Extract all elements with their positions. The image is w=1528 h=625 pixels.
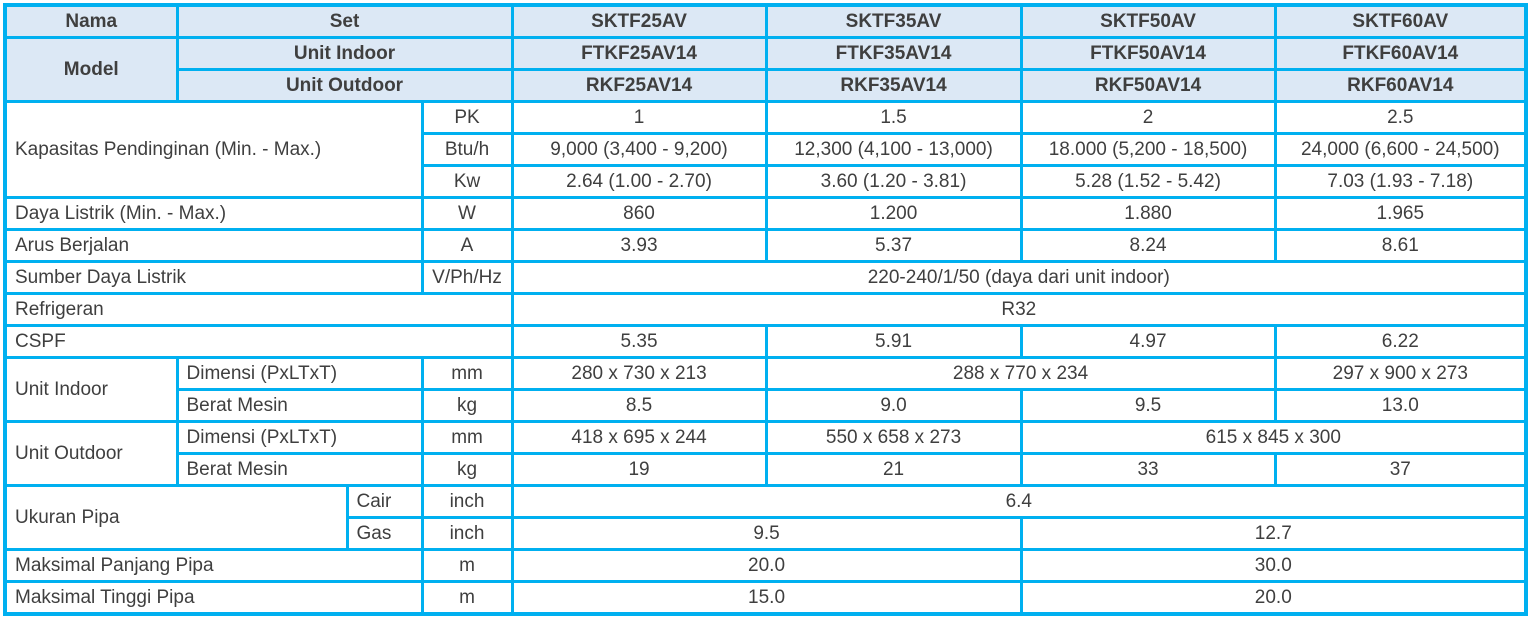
- row-refrigeran: [5, 294, 1526, 326]
- outdoor-model-2: RKF50AV14: [1021, 70, 1275, 102]
- indoor-berat-label: Berat Mesin: [177, 390, 422, 422]
- kapasitas-pk-value-0: 1: [512, 102, 766, 134]
- indoor-berat-value-3: 13.0: [1275, 390, 1526, 422]
- row-maks-tinggi: [5, 582, 1526, 615]
- row-cspf: [5, 326, 1526, 358]
- kapasitas-btuh-value-3: 24,000 (6,600 - 24,500): [1275, 134, 1526, 166]
- set-model-0: SKTF25AV: [512, 5, 766, 38]
- kapasitas-kw-value-0: 2.64 (1.00 - 2.70): [512, 166, 766, 198]
- header-unit-indoor: Unit Indoor: [177, 38, 512, 70]
- kapasitas-btuh-unit: Btu/h: [422, 134, 512, 166]
- indoor-dimensi-unit: mm: [422, 358, 512, 390]
- set-model-1: SKTF35AV: [766, 5, 1021, 38]
- indoor-dimensi-value-3: 297 x 900 x 273: [1275, 358, 1526, 390]
- maks-panjang-value-23: 30.0: [1021, 550, 1526, 582]
- header-unit-outdoor: Unit Outdoor: [177, 70, 512, 102]
- arus-berjalan-value-3: 8.61: [1275, 230, 1526, 262]
- kapasitas-pk-unit: PK: [422, 102, 512, 134]
- kapasitas-kw-value-2: 5.28 (1.52 - 5.42): [1021, 166, 1275, 198]
- maks-tinggi-unit: m: [422, 582, 512, 615]
- kapasitas-btuh-value-2: 18.000 (5,200 - 18,500): [1021, 134, 1275, 166]
- daya-listrik-value-3: 1.965: [1275, 198, 1526, 230]
- row-indoor-berat: [5, 390, 1526, 422]
- kapasitas-kw-value-3: 7.03 (1.93 - 7.18): [1275, 166, 1526, 198]
- pipa-gas-value-23: 12.7: [1021, 518, 1526, 550]
- outdoor-dimensi-value-0: 418 x 695 x 244: [512, 422, 766, 454]
- unit-outdoor-group-label: Unit Outdoor: [5, 422, 177, 486]
- sumber-daya-unit: V/Ph/Hz: [422, 262, 512, 294]
- maks-panjang-unit: m: [422, 550, 512, 582]
- row-model-outdoor: [5, 70, 1526, 102]
- maks-tinggi-label: Maksimal Tinggi Pipa: [5, 582, 422, 615]
- cspf-value-1: 5.91: [766, 326, 1021, 358]
- spec-table: [3, 3, 1528, 616]
- daya-listrik-unit: W: [422, 198, 512, 230]
- sumber-daya-value: 220-240/1/50 (daya dari unit indoor): [512, 262, 1526, 294]
- daya-listrik-value-1: 1.200: [766, 198, 1021, 230]
- row-sumber-daya: [5, 262, 1526, 294]
- row-kapasitas-pk: [5, 102, 1526, 134]
- indoor-dimensi-value-0: 280 x 730 x 213: [512, 358, 766, 390]
- pipa-gas-unit: inch: [422, 518, 512, 550]
- indoor-dimensi-value-12: 288 x 770 x 234: [766, 358, 1275, 390]
- kapasitas-btuh-value-0: 9,000 (3,400 - 9,200): [512, 134, 766, 166]
- daya-listrik-value-2: 1.880: [1021, 198, 1275, 230]
- kapasitas-btuh-value-1: 12,300 (4,100 - 13,000): [766, 134, 1021, 166]
- daya-listrik-label: Daya Listrik (Min. - Max.): [5, 198, 422, 230]
- outdoor-berat-value-3: 37: [1275, 454, 1526, 486]
- indoor-berat-value-2: 9.5: [1021, 390, 1275, 422]
- outdoor-berat-value-0: 19: [512, 454, 766, 486]
- set-model-2: SKTF50AV: [1021, 5, 1275, 38]
- outdoor-model-1: RKF35AV14: [766, 70, 1021, 102]
- maks-panjang-label: Maksimal Panjang Pipa: [5, 550, 422, 582]
- outdoor-model-3: RKF60AV14: [1275, 70, 1526, 102]
- maks-panjang-value-01: 20.0: [512, 550, 1021, 582]
- row-maks-panjang: [5, 550, 1526, 582]
- indoor-berat-unit: kg: [422, 390, 512, 422]
- outdoor-berat-value-1: 21: [766, 454, 1021, 486]
- indoor-dimensi-label: Dimensi (PxLTxT): [177, 358, 422, 390]
- indoor-berat-value-1: 9.0: [766, 390, 1021, 422]
- kapasitas-pk-value-1: 1.5: [766, 102, 1021, 134]
- maks-tinggi-value-23: 20.0: [1021, 582, 1526, 615]
- indoor-model-0: FTKF25AV14: [512, 38, 766, 70]
- cspf-label: CSPF: [5, 326, 512, 358]
- unit-indoor-group-label: Unit Indoor: [5, 358, 177, 422]
- kapasitas-pk-value-3: 2.5: [1275, 102, 1526, 134]
- pipa-cair-value: 6.4: [512, 486, 1526, 518]
- row-daya-listrik: [5, 198, 1526, 230]
- arus-berjalan-value-2: 8.24: [1021, 230, 1275, 262]
- cspf-value-3: 6.22: [1275, 326, 1526, 358]
- row-nama-set: [5, 5, 1526, 38]
- outdoor-berat-label: Berat Mesin: [177, 454, 422, 486]
- row-outdoor-berat: [5, 454, 1526, 486]
- indoor-berat-value-0: 8.5: [512, 390, 766, 422]
- kapasitas-kw-value-1: 3.60 (1.20 - 3.81): [766, 166, 1021, 198]
- daya-listrik-value-0: 860: [512, 198, 766, 230]
- kapasitas-pk-value-2: 2: [1021, 102, 1275, 134]
- set-model-3: SKTF60AV: [1275, 5, 1526, 38]
- outdoor-dimensi-value-1: 550 x 658 x 273: [766, 422, 1021, 454]
- pipa-cair-unit: inch: [422, 486, 512, 518]
- outdoor-berat-unit: kg: [422, 454, 512, 486]
- cspf-value-0: 5.35: [512, 326, 766, 358]
- kapasitas-label: Kapasitas Pendinginan (Min. - Max.): [5, 102, 422, 198]
- sumber-daya-label: Sumber Daya Listrik: [5, 262, 422, 294]
- indoor-model-1: FTKF35AV14: [766, 38, 1021, 70]
- header-set: Set: [177, 5, 512, 38]
- pipa-gas-label: Gas: [347, 518, 422, 550]
- outdoor-dimensi-label: Dimensi (PxLTxT): [177, 422, 422, 454]
- row-indoor-dimensi: [5, 358, 1526, 390]
- pipa-gas-value-01: 9.5: [512, 518, 1021, 550]
- arus-berjalan-value-0: 3.93: [512, 230, 766, 262]
- row-model-indoor: [5, 38, 1526, 70]
- indoor-model-2: FTKF50AV14: [1021, 38, 1275, 70]
- row-arus-berjalan: [5, 230, 1526, 262]
- pipa-cair-label: Cair: [347, 486, 422, 518]
- row-outdoor-dimensi: [5, 422, 1526, 454]
- kapasitas-kw-unit: Kw: [422, 166, 512, 198]
- refrigeran-value: R32: [512, 294, 1526, 326]
- row-pipa-cair: [5, 486, 1526, 518]
- maks-tinggi-value-01: 15.0: [512, 582, 1021, 615]
- indoor-model-3: FTKF60AV14: [1275, 38, 1526, 70]
- outdoor-model-0: RKF25AV14: [512, 70, 766, 102]
- cspf-value-2: 4.97: [1021, 326, 1275, 358]
- arus-berjalan-label: Arus Berjalan: [5, 230, 422, 262]
- arus-berjalan-unit: A: [422, 230, 512, 262]
- refrigeran-label: Refrigeran: [5, 294, 512, 326]
- header-model: Model: [5, 38, 177, 102]
- outdoor-dimensi-unit: mm: [422, 422, 512, 454]
- ukuran-pipa-label: Ukuran Pipa: [5, 486, 347, 550]
- outdoor-berat-value-2: 33: [1021, 454, 1275, 486]
- header-nama: Nama: [5, 5, 177, 38]
- outdoor-dimensi-value-23: 615 x 845 x 300: [1021, 422, 1526, 454]
- arus-berjalan-value-1: 5.37: [766, 230, 1021, 262]
